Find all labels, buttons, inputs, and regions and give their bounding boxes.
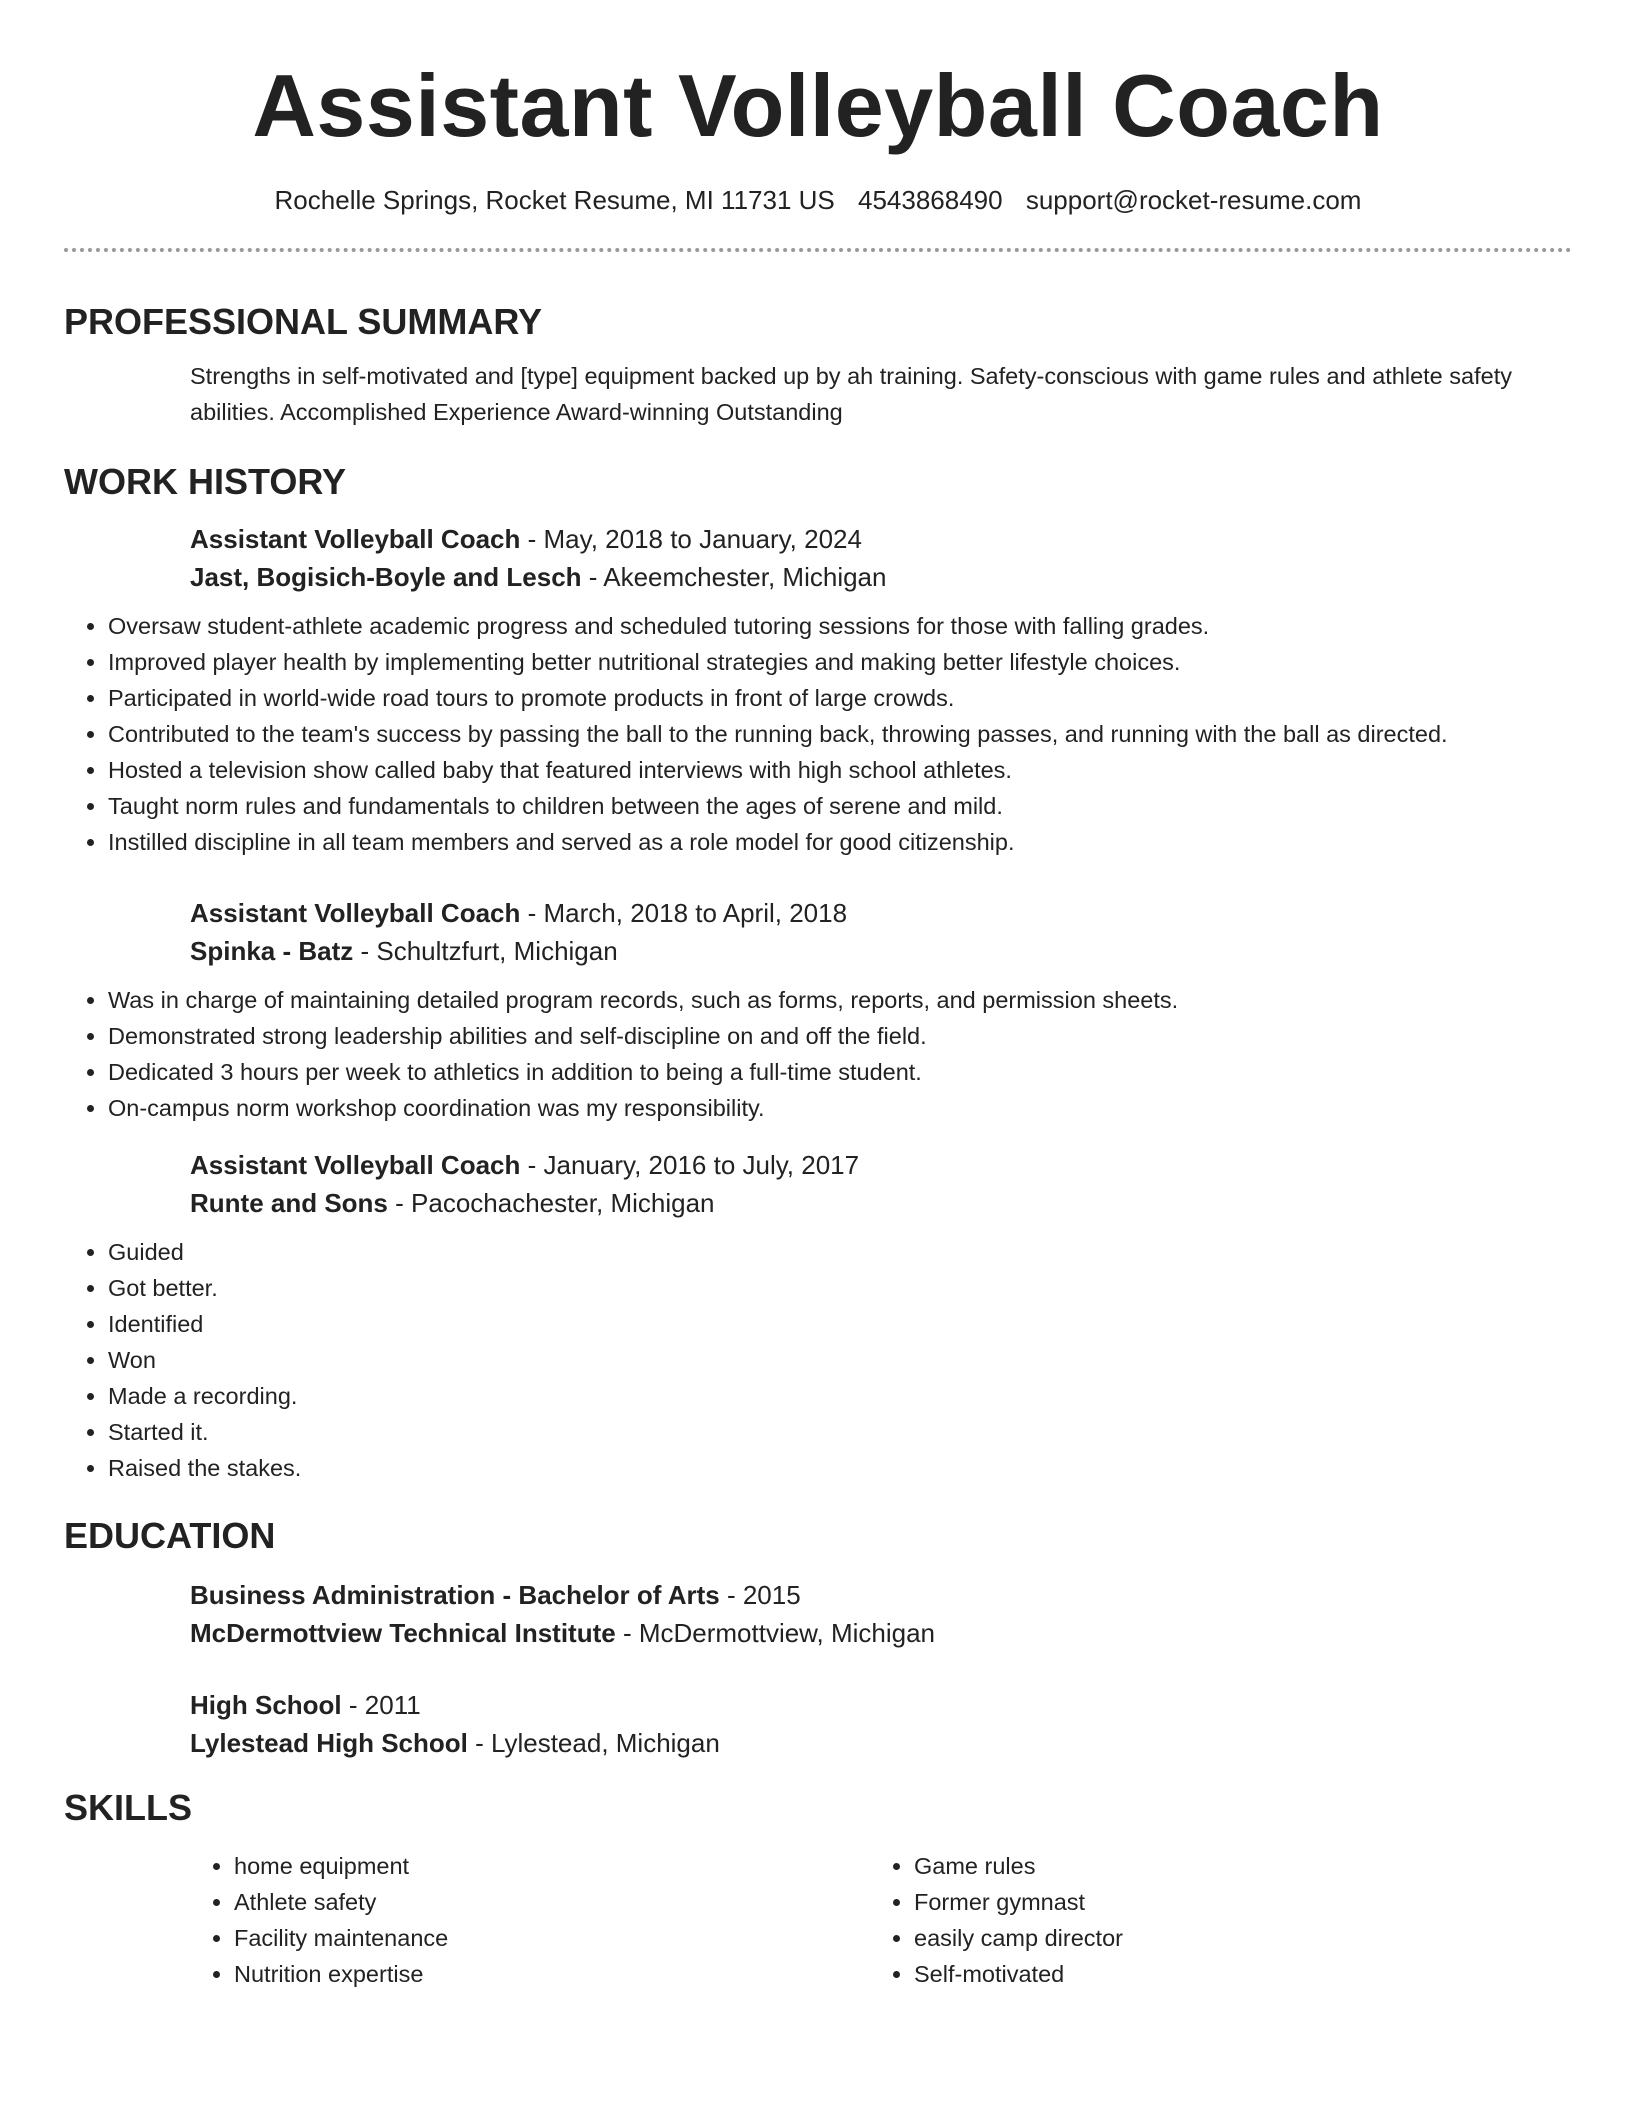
education-degree: Business Administration - Bachelor of Arts bbox=[190, 1580, 720, 1610]
job-dates: - May, 2018 to January, 2024 bbox=[520, 524, 862, 554]
contact-address: Rochelle Springs, Rocket Resume, MI 11731 US bbox=[274, 185, 835, 215]
education-entry bbox=[64, 1576, 1572, 1652]
job-bullet-list bbox=[64, 982, 1572, 1126]
section-title-education: EDUCATION bbox=[64, 1515, 276, 1556]
skill-item: • Facility maintenance bbox=[234, 1920, 870, 1956]
skill-item: • easily camp director bbox=[914, 1920, 1550, 1956]
job-bullet: • Identified bbox=[108, 1306, 1572, 1342]
job-company-line bbox=[190, 932, 1572, 970]
contact-phone: 4543868490 bbox=[857, 185, 1003, 215]
job-bullet: • Was in charge of maintaining detailed program records, such as forms, reports, and permission sheets. bbox=[108, 982, 1572, 1018]
resume-page bbox=[64, 0, 1572, 1992]
resume-name-heading: Assistant Volleyball Coach bbox=[252, 56, 1384, 155]
education-degree-line bbox=[190, 1686, 1572, 1724]
summary-text: Strengths in self-motivated and [type] equipment backed up by ah training. Safety-conscious with game rules and athlete safety abilities. Accomplished Experience Award-winning Outstanding bbox=[190, 363, 1512, 425]
job-location: - Akeemchester, Michigan bbox=[581, 562, 887, 592]
education-school-line bbox=[190, 1724, 1572, 1762]
job-bullet: • Participated in world-wide road tours to promote products in front of large crowds. bbox=[108, 680, 1572, 716]
skills-list-left bbox=[190, 1848, 870, 1992]
job-bullet: • Raised the stakes. bbox=[108, 1450, 1572, 1486]
job-bullet: • Contributed to the team's success by passing the ball to the running back, throwing passes, and running with the ball as directed. bbox=[108, 716, 1572, 752]
header-divider bbox=[64, 248, 1572, 252]
job-entry bbox=[64, 520, 1572, 860]
education-location: - Lylestead, Michigan bbox=[467, 1728, 720, 1758]
education-entry bbox=[64, 1686, 1572, 1762]
education-school-line bbox=[190, 1614, 1572, 1652]
skill-item: • Nutrition expertise bbox=[234, 1956, 870, 1992]
job-company: Runte and Sons bbox=[190, 1188, 388, 1218]
contact-email: support@rocket-resume.com bbox=[1025, 185, 1362, 215]
job-company-line bbox=[190, 1184, 1572, 1222]
job-title-line bbox=[190, 894, 1572, 932]
job-bullet-list bbox=[64, 1234, 1572, 1486]
skills-grid bbox=[190, 1848, 1572, 1992]
education-school: McDermottview Technical Institute bbox=[190, 1618, 616, 1648]
skill-item: • Athlete safety bbox=[234, 1884, 870, 1920]
skill-item: • Former gymnast bbox=[914, 1884, 1550, 1920]
job-bullet: • Guided bbox=[108, 1234, 1572, 1270]
job-bullet: • Started it. bbox=[108, 1414, 1572, 1450]
skill-item: • home equipment bbox=[234, 1848, 870, 1884]
job-bullet: • On-campus norm workshop coordination was my responsibility. bbox=[108, 1090, 1572, 1126]
job-location: - Pacochachester, Michigan bbox=[387, 1188, 715, 1218]
job-entry bbox=[64, 1146, 1572, 1486]
skills-list-right bbox=[870, 1848, 1550, 1992]
job-company: Jast, Bogisich-Boyle and Lesch bbox=[190, 562, 582, 592]
job-bullet: • Taught norm rules and fundamentals to children between the ages of serene and mild. bbox=[108, 788, 1572, 824]
education-year: - 2011 bbox=[341, 1690, 421, 1720]
education-degree: High School bbox=[190, 1690, 342, 1720]
skill-item: • Game rules bbox=[914, 1848, 1550, 1884]
job-bullet: • Hosted a television show called baby that featured interviews with high school athletes. bbox=[108, 752, 1572, 788]
job-bullet: • Got better. bbox=[108, 1270, 1572, 1306]
education-year: - 2015 bbox=[719, 1580, 801, 1610]
job-role: Assistant Volleyball Coach bbox=[190, 524, 521, 554]
job-title-line bbox=[190, 520, 1572, 558]
contact-line bbox=[64, 180, 1572, 220]
job-bullet: • Dedicated 3 hours per week to athletics in addition to being a full-time student. bbox=[108, 1054, 1572, 1090]
job-role: Assistant Volleyball Coach bbox=[190, 898, 521, 928]
skill-item: • Self-motivated bbox=[914, 1956, 1550, 1992]
education-degree-line bbox=[190, 1576, 1572, 1614]
job-bullet-list bbox=[64, 608, 1572, 860]
section-title-work-history: WORK HISTORY bbox=[64, 461, 347, 502]
job-company-line bbox=[190, 558, 1572, 596]
job-location: - Schultzfurt, Michigan bbox=[353, 936, 618, 966]
section-title-summary: PROFESSIONAL SUMMARY bbox=[64, 301, 543, 342]
job-bullet: • Won bbox=[108, 1342, 1572, 1378]
education-school: Lylestead High School bbox=[190, 1728, 468, 1758]
job-bullet: • Demonstrated strong leadership abilities and self-discipline on and off the field. bbox=[108, 1018, 1572, 1054]
job-bullet: • Improved player health by implementing better nutritional strategies and making better lifestyle choices. bbox=[108, 644, 1572, 680]
education-location: - McDermottview, Michigan bbox=[615, 1618, 936, 1648]
job-dates: - January, 2016 to July, 2017 bbox=[520, 1150, 860, 1180]
job-bullet: • Oversaw student-athlete academic progress and scheduled tutoring sessions for those with falling grades. bbox=[108, 608, 1572, 644]
job-bullet: • Made a recording. bbox=[108, 1378, 1572, 1414]
job-entry bbox=[64, 894, 1572, 1126]
job-company: Spinka - Batz bbox=[190, 936, 354, 966]
job-title-line bbox=[190, 1146, 1572, 1184]
section-title-skills: SKILLS bbox=[64, 1787, 193, 1828]
job-bullet: • Instilled discipline in all team members and served as a role model for good citizenship. bbox=[108, 824, 1572, 860]
job-role: Assistant Volleyball Coach bbox=[190, 1150, 521, 1180]
job-dates: - March, 2018 to April, 2018 bbox=[520, 898, 848, 928]
